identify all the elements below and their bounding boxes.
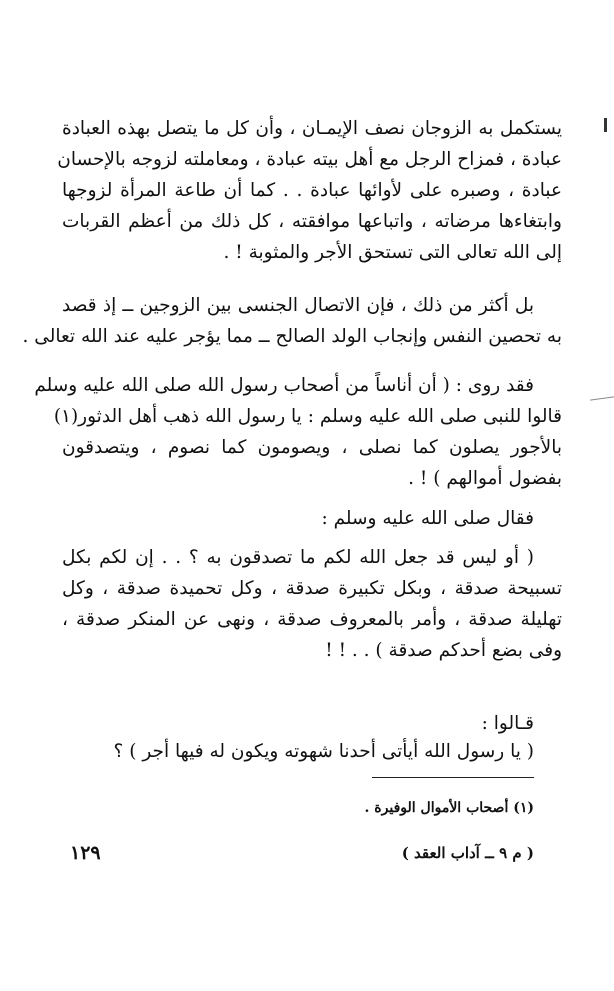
text-line: ( أو ليس قد جعل الله لكم ما تصدقون به ؟ . . إن لكم بكل <box>62 547 534 568</box>
page-number: ١٢٩ <box>70 842 101 864</box>
text-line: قـالوا : <box>481 713 534 734</box>
text-line: فقد روى : ( أن أناساً من أصحاب رسول الله صلى الله عليه وسلم <box>34 375 534 396</box>
paragraph-they-said <box>62 708 562 739</box>
paragraph-hadith-intro <box>34 370 562 494</box>
printer-signature: ( م ٩ ــ آداب العقد ) <box>401 844 534 862</box>
paragraph-reward <box>22 290 562 352</box>
text-line: بل أكثر من ذلك ، فإن الاتصال الجنسى بين الزوجين ــ إذ قصد <box>62 295 534 316</box>
text-line: تسبيحة صدقة ، وبكل تكبيرة صدقة ، وكل تحميدة صدقة ، وكل <box>62 578 562 599</box>
text-line: به تحصين النفس وإنجاب الولد الصالح ــ مما يؤجر عليه عند الله تعالى . <box>22 326 562 347</box>
scan-artifact <box>604 118 607 132</box>
paragraph-hadith-quote <box>62 542 562 666</box>
text-line: يستكمل به الزوجان نصف الإيمـان ، وأن كل ما يتصل بهذه العبادة <box>62 118 562 139</box>
scan-artifact <box>590 396 614 400</box>
text-line: وابتغاءها مرضاته ، واتباعها موافقته ، كل ذلك من أعظم القربات <box>62 211 562 232</box>
footnote-divider <box>372 777 534 778</box>
text-line: ( يا رسول الله أيأتى أحدنا شهوته ويكون له فيها أجر ) ؟ <box>113 741 534 762</box>
text-line: قالوا للنبى صلى الله عليه وسلم : يا رسول الله ذهب أهل الدثور(١) <box>53 406 562 427</box>
text-line: عبادة ، وصبره على لأوائها عبادة . . كما أن طاعة المرأة لزوجها <box>62 180 562 201</box>
footnote: (١) أصحاب الأموال الوفيرة . <box>364 800 534 816</box>
text-line: فقال صلى الله عليه وسلم : <box>321 508 534 529</box>
text-line: إلى الله تعالى التى تستحق الأجر والمثوبة ! . <box>223 242 562 263</box>
text-line: عبادة ، فمزاح الرجل مع أهل بيته عبادة ، ومعاملته لزوجه بالإحسان <box>57 149 562 170</box>
paragraph-question <box>62 736 562 767</box>
text-line: بفضول أموالهم ) ! . <box>408 468 562 489</box>
paragraph-prophet-said <box>62 503 562 534</box>
text-line: وفى بضع أحدكم صدقة ) . . ! ! <box>325 640 562 661</box>
text-line: تهليلة صدقة ، وأمر بالمعروف صدقة ، ونهى عن المنكر صدقة ، <box>62 609 562 630</box>
paragraph-marital-worship <box>57 113 562 268</box>
text-line: بالأجور يصلون كما نصلى ، ويصومون كما نصوم ، ويتصدقون <box>62 437 562 458</box>
